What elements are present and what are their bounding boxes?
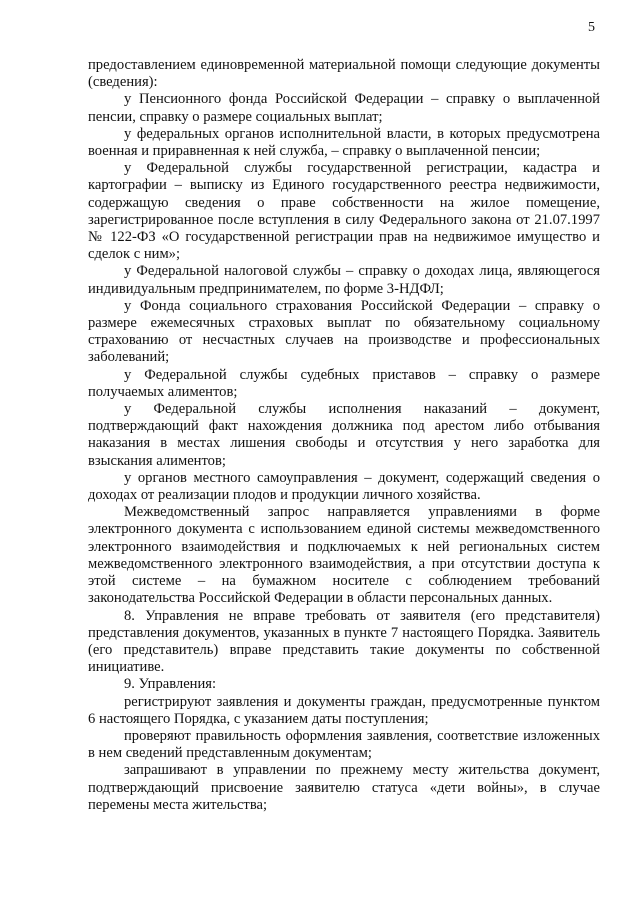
paragraph-section-9-heading: 9. Управления: bbox=[124, 676, 217, 693]
page-number: 5 bbox=[588, 20, 595, 35]
list-item-tax-service: у Федеральной налоговой службы – справку о доходах лица, являющегося индивидуальным предпринимателем, по форме 3-НДФЛ; bbox=[88, 263, 600, 297]
list-item-bailiff-service: у Федеральной службы судебных приставов – справку о размере получаемых алиментов; bbox=[88, 366, 600, 400]
paragraph-continuation: предоставлением единовременной материальной помощи следующие документы (сведения): bbox=[88, 57, 600, 91]
list-item-pension-fund: у Пенсионного фонда Российской Федерации – справку о выплаченной пенсии, справку о размере социальных выплат; bbox=[88, 91, 600, 125]
list-item-request-status: запрашивают в управлении по прежнему месту жительства документ, подтверждающий присвоение заявителю статуса «дети войны», в случае перемены места жительства; bbox=[88, 762, 600, 813]
document-body bbox=[88, 57, 600, 814]
list-item-rosreestr: у Федеральной службы государственной регистрации, кадастра и картографии – выписку из Единого государственного реестра недвижимости, содержащую сведения о праве собственности на жилое помещение, зарегистрированное после вступления в силу Федерального закона от 21.07.1997 № 122-ФЗ «О государственной регистрации прав на недвижимое имущество и сделок с ним»; bbox=[88, 160, 600, 263]
list-item-social-insurance-fund: у Фонда социального страхования Российской Федерации – справку о размере ежемесячных страховых выплат по обязательному социальному страхованию от несчастных случаев на производстве и профессиональных заболеваний; bbox=[88, 297, 600, 366]
list-item-federal-executive-bodies: у федеральных органов исполнительной власти, в которых предусмотрена военная и приравненная к ней служба, – справку о выплаченной пенсии; bbox=[88, 125, 600, 160]
paragraph-section-8: 8. Управления не вправе требовать от заявителя (его представителя) представления документов, указанных в пункте 7 настоящего Порядка. Заявитель (его представитель) вправе представить такие документы по собственной инициативе. bbox=[88, 607, 600, 676]
list-item-register: регистрируют заявления и документы граждан, предусмотренные пунктом 6 настоящего Порядка, с указанием даты поступления; bbox=[88, 693, 600, 727]
list-item-penitentiary-service: у Федеральной службы исполнения наказаний – документ, подтверждающий факт нахождения должника под арестом либо отбывания наказания в местах лишения свободы и отсутствия у него заработка для взыскания алиментов; bbox=[88, 401, 600, 469]
paragraph-interagency-request: Межведомственный запрос направляется управлениями в форме электронного документа с использованием единой системы межведомственного электронного взаимодействия и подключаемых к ней региональных систем межведомственного электронного взаимодействия, а при отсутствии доступа к этой системе – на бумажном носителе с соблюдением требований законодательства Российской Федерации в области персональных данных. bbox=[88, 504, 600, 607]
list-item-local-government: у органов местного самоуправления – документ, содержащий сведения о доходах от реализации плодов и продукции личного хозяйства. bbox=[88, 469, 600, 504]
list-item-verify: проверяют правильность оформления заявления, соответствие изложенных в нем сведений представленным документам; bbox=[88, 727, 600, 762]
